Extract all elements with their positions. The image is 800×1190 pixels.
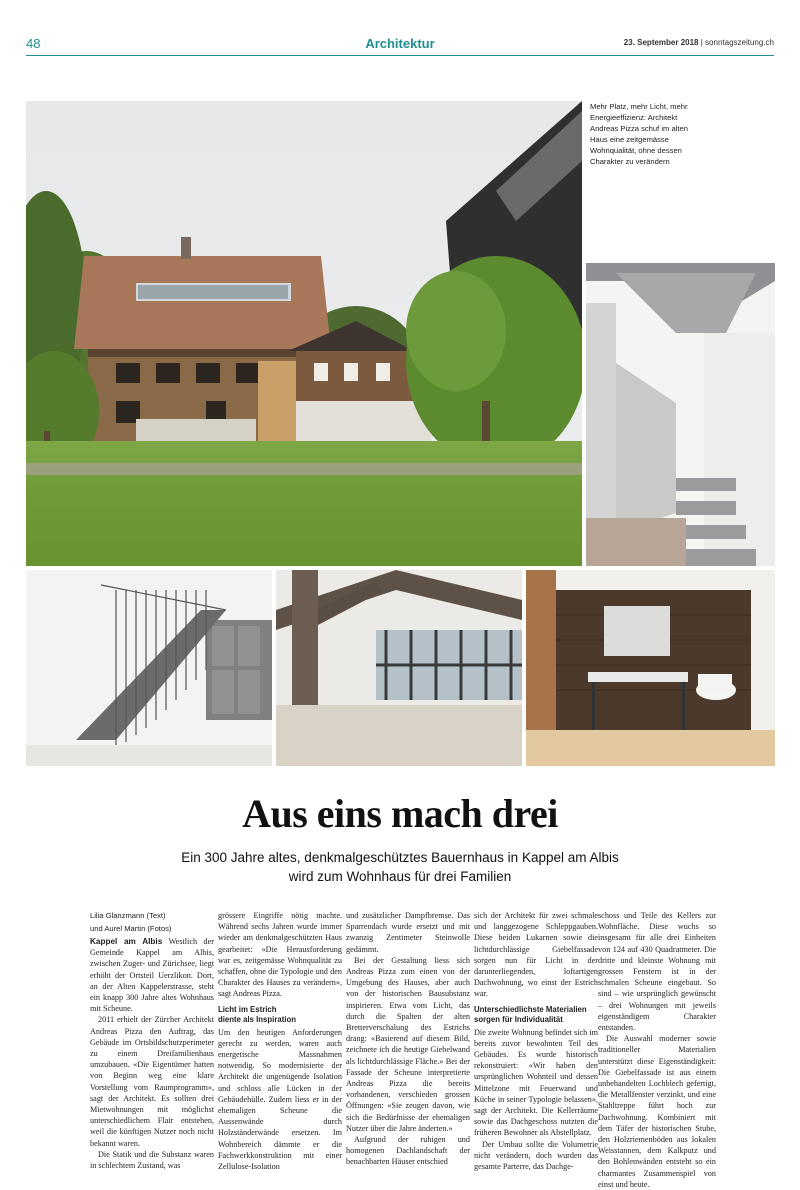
subheadline-line-1: Ein 300 Jahre altes, denkmalgeschütztes Bauernhaus in Kappel am Albis [181,850,619,865]
staircase-illustration [586,263,775,566]
attic-illustration [276,570,522,766]
article-column-2 [218,910,342,1172]
date-text: 23. September 2018 [623,38,699,47]
paragraph: und zusätzlicher Dampfbremse. Das Sparrendach wurde ersetzt und mit zwanzig Zentimeter Steinwolle gedämmt. [346,911,470,954]
photo-bathroom [526,570,775,766]
paragraph [90,936,214,1014]
photo-credit: und Aurel Martin (Fotos) [90,924,172,933]
paragraph: schoss und Teile des Kellers zur Wohnfläche. Diese wuchs so insgesamt für alle drei Einheiten von 124 auf 430 Quadratmeter. Die dritte und kleinste Wohnung mit grossen Fenstern ist in der schmalen Scheune eingebaut. So sind – wie ursprünglich gewünscht – drei Wohnungen mit jeweils eigenständigem Charakter entstanden. [598,911,716,1033]
subhead [474,1005,598,1025]
photo-farmhouse [26,101,582,566]
photo-attic-loft [276,570,522,766]
photo-caption: Mehr Platz, mehr Licht, mehr Energieeffizienz: Architekt Andreas Pizza schuf im alten Haus eine zeitgemässe Wohnqualität, ohne dessen Charakter zu verändern [590,102,688,166]
header-rule [26,55,774,56]
section-title[interactable]: Architektur [365,36,435,51]
headline: Aus eins mach drei [242,791,558,836]
article-column-5 [598,910,716,1190]
paragraph: sich der Architekt für zwei schmale und langgezogene Schleppgauben. Diese beiden Lukarnen sowie die lichtdurchlässige Giebelfassade sorgen nun für Licht in der darunterliegenden, loftartigen Dachwohnung, wo einst der Estrich war. [474,911,598,999]
site-name[interactable]: | sonntagszeitung.ch [700,38,774,47]
subheadline-line-2: wird zum Wohnhaus für drei Familien [288,869,512,884]
subhead-line: Licht im Estrich [218,1004,277,1014]
subheadline [140,848,660,886]
paragraph: Die Auswahl moderner sowie traditioneller Materialien unterstützt diese Eigenständigkeit: Die Giebelfassade ist aus einem unbehandelten Lochblech gefertigt, die Metallfenster verzinkt, und eine Stahltreppe führt hoch zur Dachwohnung. Kombiniert mit dem Täfer der historischen Stube, den Holzriemenböden aus lokalen Weisstannen, dem Kalkputz und den Bohlenwänden entsteht so ein charmantes Zusammenspiel von einst und heute. [598,1034,716,1189]
paragraph: Aufgrund der ruhigen und homogenen Dachlandschaft der benachbarten Häuser entschied [346,1135,470,1167]
issue-date [624,38,774,47]
article-column-1 [90,910,214,1171]
page-number: 48 [26,36,41,51]
bathroom-illustration [526,570,775,766]
paragraph: Der Umbau sollte die Volumetrie nicht verändern, doch wurden das gesamte Parterre, das Dachge- [474,1139,598,1172]
author-credit: Lilia Glanzmann (Text) [90,911,166,920]
dateline: Kappel am Albis [90,937,163,946]
paragraph: Um den heutigen Anforderungen gerecht zu werden, waren auch energetische Massnahmen notwendig. So modernisierte der Architekt die ungenügende Isolation und schloss alle Lücken in der Gebäudehülle. Zudem liess er in der ehemaligen Scheune die Aussenwände durch Holzständerwände ersetzen. Im Wohnbereich dämmte er die Fachwerkkonstruktion mit einer Zellulose-Isolation [218,1027,342,1172]
subhead-line: Unterschiedlichste Materialien [474,1004,587,1014]
steel-stair-illustration [26,570,272,766]
paragraph-text: Westlich der Gemeinde Kappel am Albis, zwischen Zuger- und Zürichsee, liegt erhöht der Ortsteil Uerzlikon. Dort, an der Alten Kappelerstrasse, steht ein knapp 300 Jahre altes Wohnhaus mit Scheune. [90,937,214,1014]
paragraph: Die Statik und die Substanz waren in schlechtem Zustand, was [90,1149,214,1171]
paragraph: Bei der Gestaltung liess sich Andreas Pizza zum einen von der Umgebung des Hauses, aber auch von der historischen Bausubstanz inspirieren. Etwa vom Licht, das durch die Spalten der alten Bretterverschalung des Estrichs drang: «Basierend auf diesem Bild, zeichnete ich die heutige Giebelwand als lichtdurchlässige Fläche.» Bei der Fassade der Scheune interpretierte Andreas Pizza die bereits vorhandenen, verschieden grossen Öffnungen: «Sie zeugen davon, wie sich die Bedürfnisse der ehemaligen Nutzer über die Jahre änderten.» [346,955,470,1133]
paragraph: 2011 erhielt der Zürcher Architekt Andreas Pizza den Auftrag, das Gebäude im Ortsbildschutzperimeter zu einem Dreifamilienhaus umzubauen. «Die Eigentümer hatten von Beginn weg eine klare Vorstellung vom Raumprogramm», sagt der Architekt. Es sollten drei Mietwohnungen mit möglichst unterschiedlichem Flair entstehen, weil die künftigen Nutzer noch nicht bekannt waren. [90,1015,214,1148]
photo-staircase [586,263,775,566]
paragraph: grössere Eingriffe nötig machte. Während sechs Jahren wurde immer wieder am denkmalgeschützten Haus gearbeitet: «Die Herausforderung war es, zeitgemässe Wohnqualität zu schaffen, ohne die Typologie und den Charakter des Hauses zu verändern», sagt Andreas Pizza. [218,911,342,999]
paragraph: Die zweite Wohnung befindet sich im bereits zuvor bewohnten Teil des Gebäudes. Es wurde historisch rekonstruiert: «Wir haben den ursprünglichen Wohnteil und dessen Mittelzone mit Feuerwand und Küche in seiner Typologie belassen», sagt der Architekt. Die Kellerräume sowie das Dachgeschoss nutzten die früheren Bewohner als Abstellplatz. [474,1027,598,1138]
photo-steel-stair [26,570,272,766]
subhead-line: diente als Inspiration [218,1014,296,1024]
farmhouse-illustration [26,101,582,566]
subhead-line: sorgen für Individualität [474,1014,563,1024]
article-column-4 [474,910,598,1172]
article-column-3 [346,910,470,1168]
page-header [26,36,774,54]
subhead [218,1005,342,1025]
